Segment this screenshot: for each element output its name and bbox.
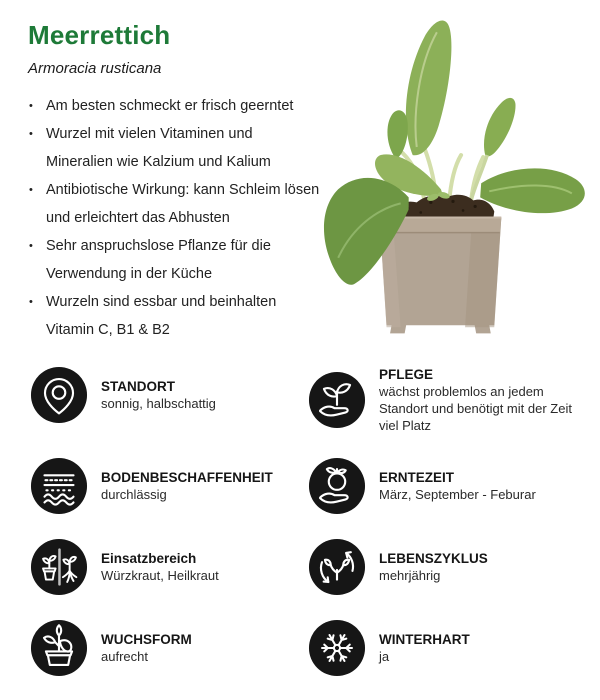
feature-label: ERNTEZEIT [379,470,455,485]
page-title: Meerrettich [28,20,171,50]
soil-layers-icon [30,457,88,515]
botanical-name: Armoracia rusticana [28,60,162,77]
feature-value: wächst problemlos an jedem Standort und benötigt mit der Zeit viel Platz [379,384,572,433]
feature-value: mehrjährig [379,568,441,583]
feature-label: BODENBESCHAFFENHEIT [101,470,273,485]
upright-pot-icon [30,619,88,677]
feature-pflege [308,366,594,434]
feature-label: PFLEGE [379,367,434,382]
bullet-item: • Am besten schmeckt er frisch geerntet [28,92,328,120]
feature-label: Einsatzbereich [101,551,197,566]
feature-value: sonnig, halbschattig [101,396,216,411]
feature-value: ja [379,649,390,664]
feature-value: aufrecht [101,649,148,664]
pot-and-roots-icon [30,538,88,596]
bullet-marker: • [29,100,33,112]
life-cycle-icon [308,538,366,596]
feature-lebenszyklus [308,538,594,596]
feature-winterhart [308,619,594,677]
bullet-marker: • [29,240,33,252]
feature-wuchsform [30,619,308,677]
bullet-marker: • [29,128,33,140]
bullet-item: • Wurzeln sind essbar und beinhalten Vitamin C, B1 & B2 [28,288,328,344]
feature-label: WINTERHART [379,632,470,647]
bullet-item: • Wurzel mit vielen Vitaminen und Mineralien wie Kalzium und Kalium [28,120,328,176]
snowflake-icon [308,619,366,677]
bullet-marker: • [29,184,33,196]
hand-fruit-icon [308,457,366,515]
bullet-item: • Sehr anspruchslose Pflanze für die Verwendung in der Küche [28,232,328,288]
feature-value: Würzkraut, Heilkraut [101,568,219,583]
feature-erntezeit [308,457,594,515]
bullet-marker: • [29,296,33,308]
features-grid [30,366,594,677]
feature-value: durchlässig [101,487,167,502]
feature-einsatzbereich [30,538,308,596]
location-pin-icon [30,366,88,424]
feature-bodenbeschaffenheit [30,457,308,515]
bullet-item: • Antibiotische Wirkung: kann Schleim lösen und erleichtert das Abhusten [28,176,328,232]
feature-label: WUCHSFORM [101,632,192,647]
plant-photo [312,4,594,346]
feature-label: LEBENSZYKLUS [379,551,488,566]
feature-value: März, September - Feburar [379,487,536,502]
plant-photo-illustration [312,4,594,346]
hand-sprout-icon [308,371,366,429]
feature-label: STANDORT [101,379,175,394]
feature-standort [30,366,308,424]
bullet-list [28,92,328,344]
